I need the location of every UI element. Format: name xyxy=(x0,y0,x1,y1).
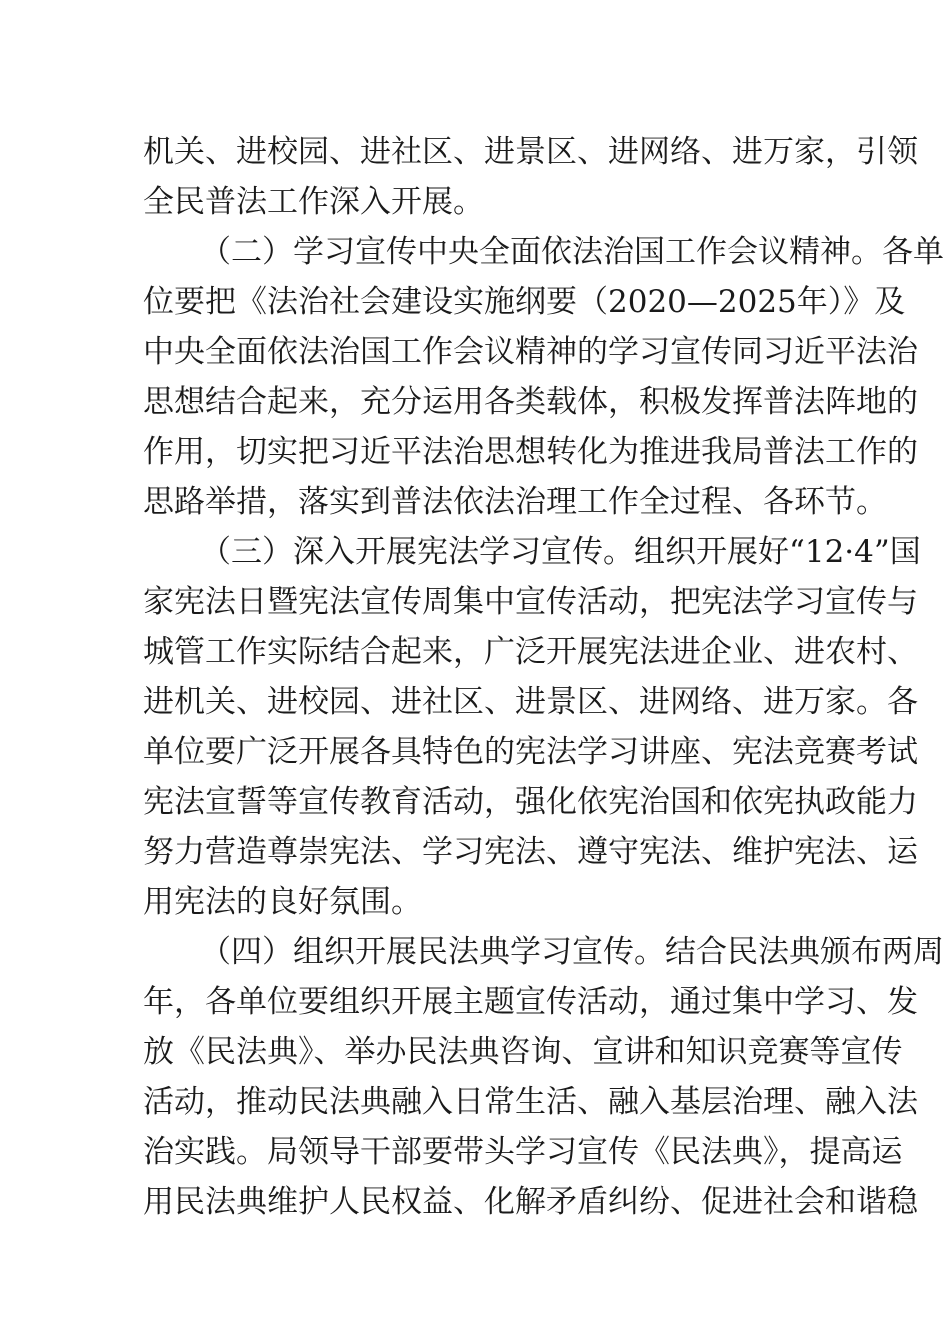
paragraph-heading-line: （二）学习宣传中央全面依法治国工作会议精神。各单 xyxy=(200,234,944,270)
body-text-line: 年，各单位要组织开展主题宣传活动，通过集中学习、发 xyxy=(143,984,918,1020)
paragraph-heading-line: （三）深入开展宪法学习宣传。组织开展好“12·4”国 xyxy=(200,534,921,570)
body-text-line: 城管工作实际结合起来，广泛开展宪法进企业、进农村、 xyxy=(143,634,918,670)
body-text-line: 放《民法典》、举办民法典咨询、宣讲和知识竞赛等宣传 xyxy=(143,1034,903,1070)
body-text-line: 宪法宣誓等宣传教育活动，强化依宪治国和依宪执政能力 xyxy=(143,784,918,820)
body-text-line: 位要把《法治社会建设实施纲要（2020—2025年）》及 xyxy=(143,284,906,320)
body-text-line: 进机关、进校园、进社区、进景区、进网络、进万家。各 xyxy=(143,684,918,720)
body-text-line: 用民法典维护人民权益、化解矛盾纠纷、促进社会和谐稳 xyxy=(143,1184,918,1220)
body-text-line: 单位要广泛开展各具特色的宪法学习讲座、宪法竞赛考试 xyxy=(143,734,918,770)
body-text-line: 家宪法日暨宪法宣传周集中宣传活动，把宪法学习宣传与 xyxy=(143,584,918,620)
paragraph-heading-line: （四）组织开展民法典学习宣传。结合民法典颁布两周 xyxy=(200,934,944,970)
body-text-line: 治实践。局领导干部要带头学习宣传《民法典》，提高运 xyxy=(143,1134,903,1170)
body-text-line: 思路举措，落实到普法依法治理工作全过程、各环节。 xyxy=(143,484,887,520)
body-text-line: 用宪法的良好氛围。 xyxy=(143,884,422,920)
body-text-line: 中央全面依法治国工作会议精神的学习宣传同习近平法治 xyxy=(143,334,918,370)
body-text-line: 机关、进校园、进社区、进景区、进网络、进万家，引领 xyxy=(143,134,918,170)
body-text-line: 作用，切实把习近平法治思想转化为推进我局普法工作的 xyxy=(143,434,918,470)
body-text-line: 努力营造尊崇宪法、学习宪法、遵守宪法、维护宪法、运 xyxy=(143,834,918,870)
body-text-line: 全民普法工作深入开展。 xyxy=(143,184,484,220)
body-text-line: 活动，推动民法典融入日常生活、融入基层治理、融入法 xyxy=(143,1084,918,1120)
body-text-line: 思想结合起来，充分运用各类载体，积极发挥普法阵地的 xyxy=(143,384,918,420)
